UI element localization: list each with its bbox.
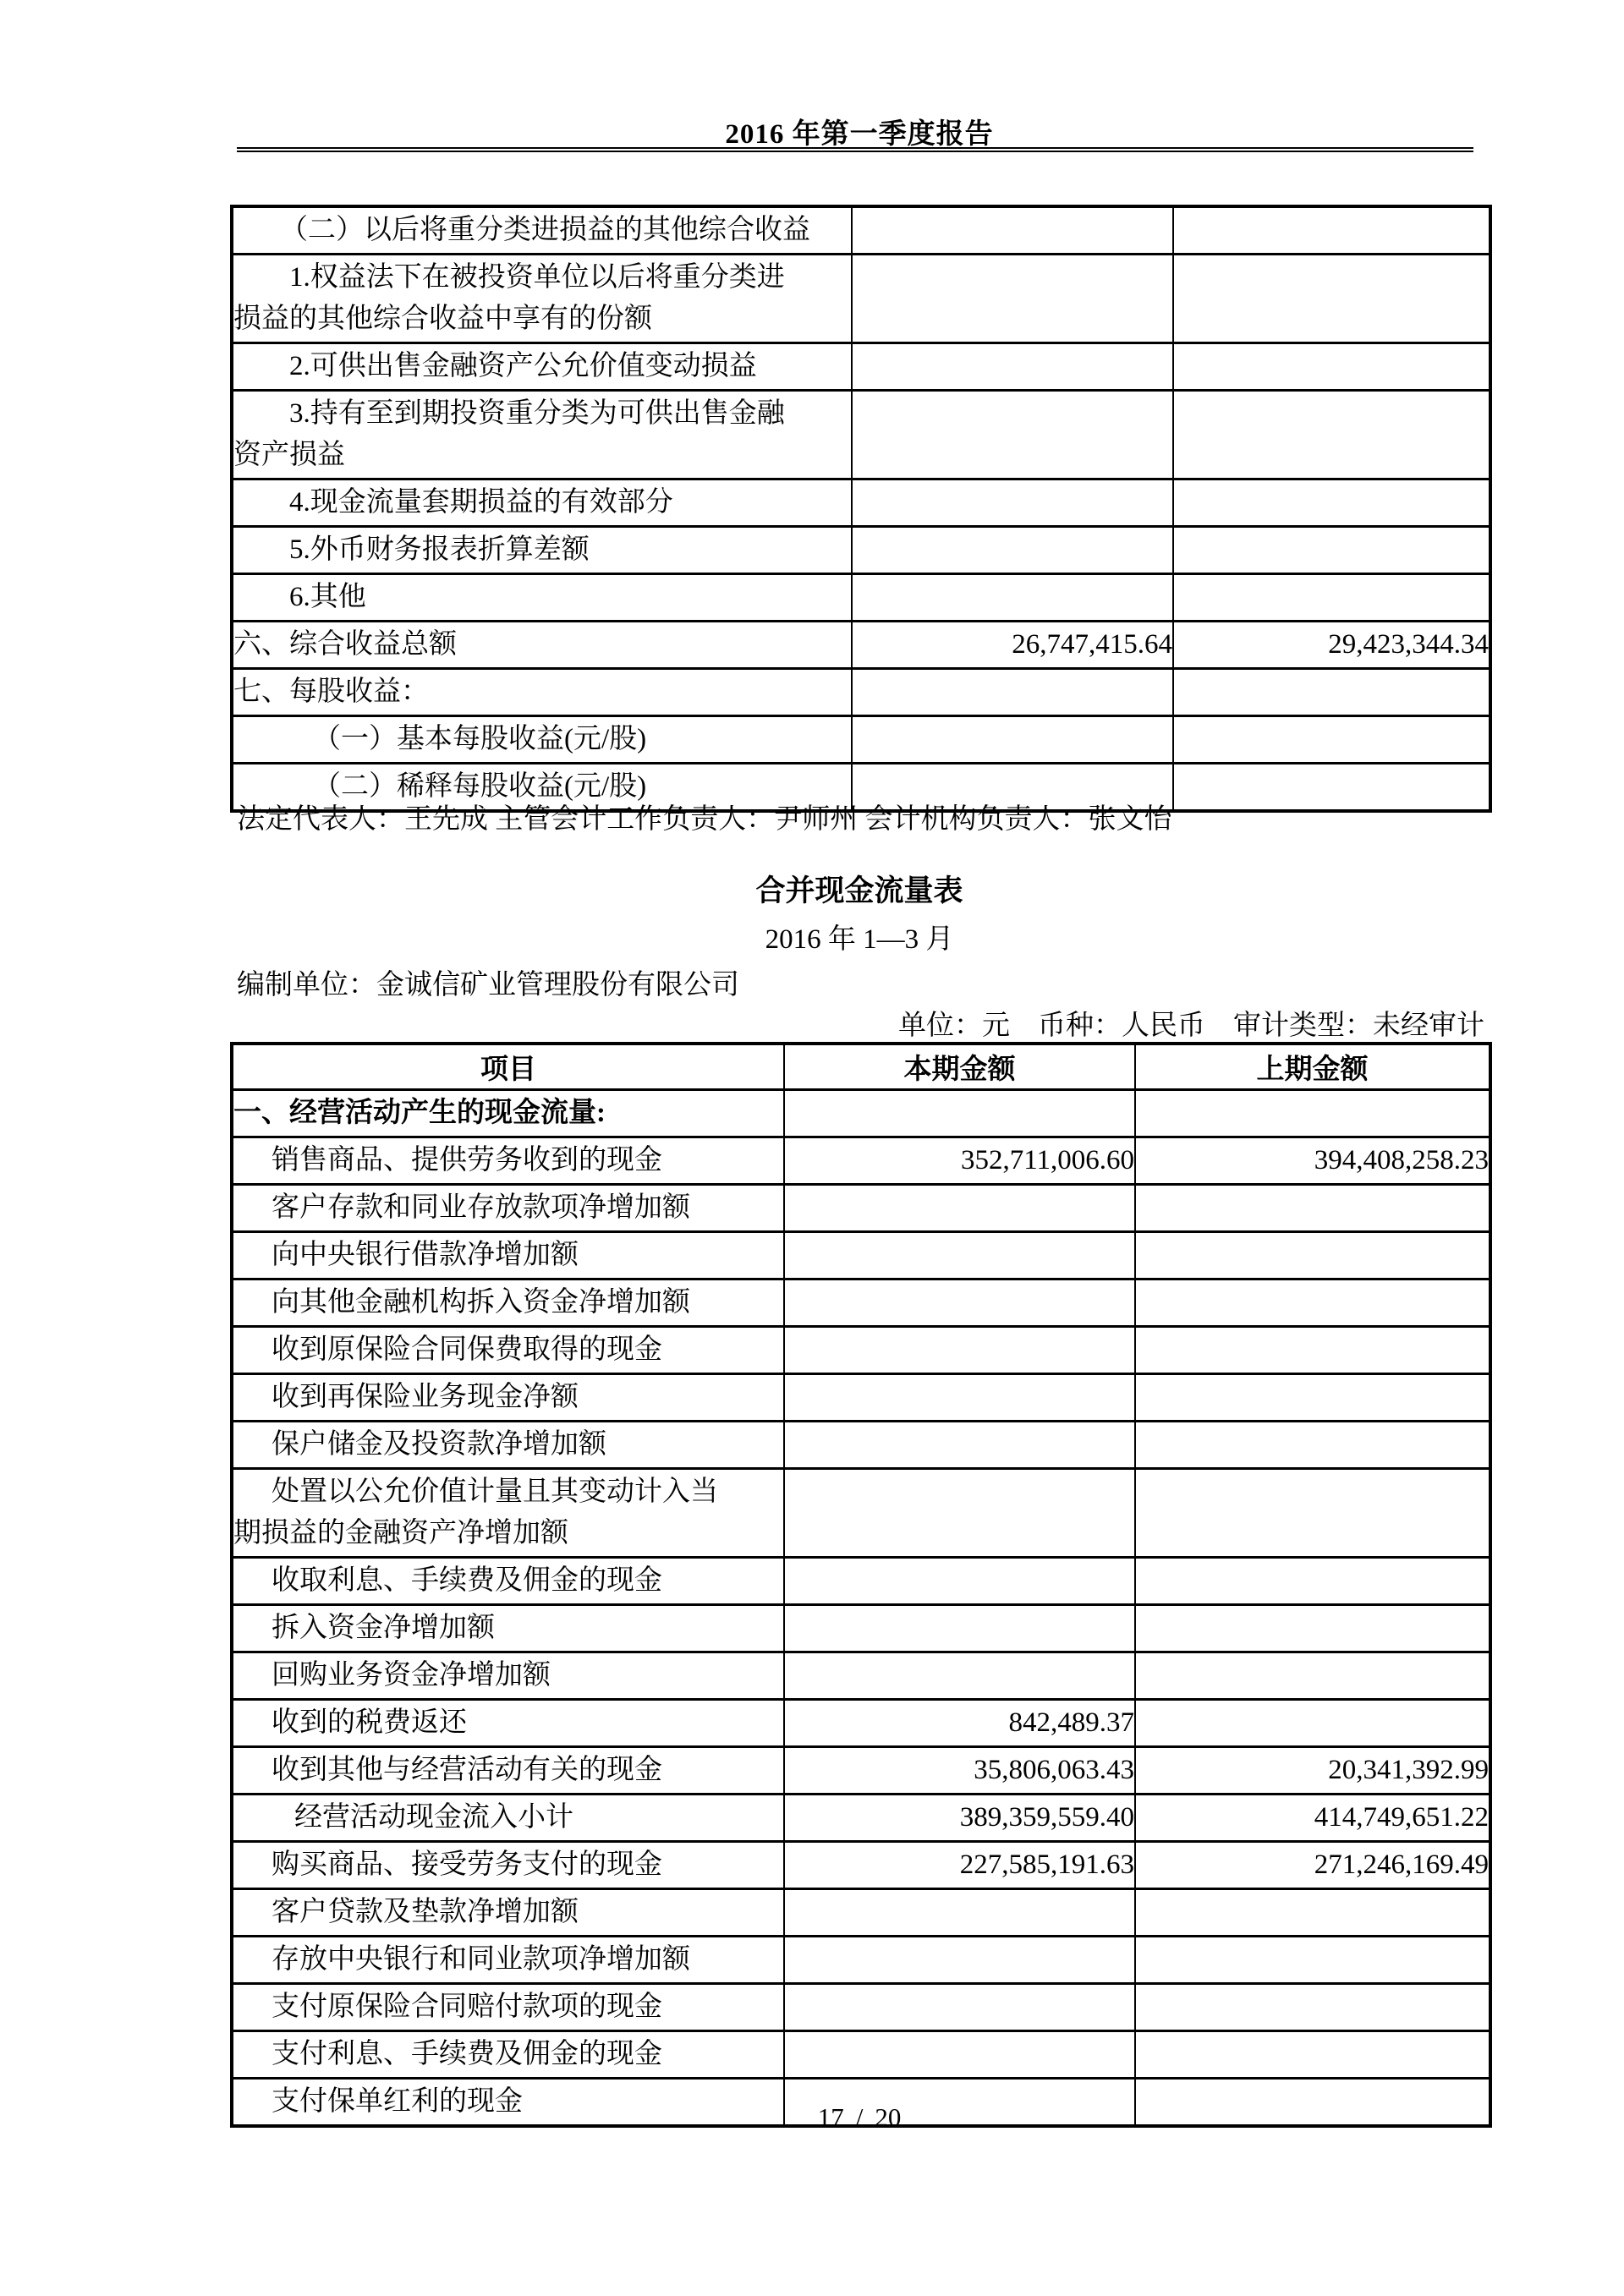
row-label: 收到的税费返还	[272, 1707, 467, 1738]
table-row	[232, 1700, 1490, 1747]
row-label-cell	[232, 716, 852, 764]
row-label-continuation: 资产损益	[233, 440, 345, 470]
current-period-value: 227,585,191.63	[784, 1842, 1135, 1889]
row-label: 拆入资金净增加额	[272, 1613, 495, 1643]
current-period-value	[784, 1652, 1135, 1700]
previous-period-value	[1135, 1090, 1490, 1137]
cash-flow-table	[230, 1042, 1492, 2128]
table-row	[232, 1185, 1490, 1232]
row-label-cell	[232, 1558, 784, 1605]
current-period-value	[784, 1558, 1135, 1605]
previous-period-value	[1135, 1605, 1490, 1652]
report-period: 2016 年 1—3 月	[765, 924, 954, 955]
row-label: 支付保单红利的现金	[272, 2086, 523, 2117]
previous-period-value: 20,341,392.99	[1135, 1747, 1490, 1795]
table-row	[232, 669, 1490, 716]
page-current: 17	[817, 2102, 844, 2132]
previous-period-value	[1135, 1327, 1490, 1374]
row-label-cell	[232, 1984, 784, 2031]
current-period-value	[784, 1232, 1135, 1280]
current-period-value	[852, 255, 1173, 343]
table-row	[232, 1090, 1490, 1137]
table-row	[232, 206, 1490, 255]
row-label-cell	[232, 622, 852, 669]
row-label: 6.其他	[289, 582, 366, 612]
previous-period-value	[1135, 1232, 1490, 1280]
previous-period-value	[1135, 1558, 1490, 1605]
row-label-cell	[232, 1747, 784, 1795]
previous-period-value	[1135, 1185, 1490, 1232]
table-row	[232, 1984, 1490, 2031]
table-row	[232, 479, 1490, 527]
column-header-current-period: 本期金额	[784, 1044, 1135, 1090]
previous-period-value: 29,423,344.34	[1173, 622, 1490, 669]
table-row	[232, 1652, 1490, 1700]
table-row	[232, 391, 1490, 479]
previous-period-value	[1135, 1374, 1490, 1422]
row-label-cell	[232, 391, 852, 479]
row-label: 六、综合收益总额	[233, 629, 457, 660]
current-period-value	[784, 1605, 1135, 1652]
column-header-item: 项目	[232, 1044, 784, 1090]
row-label: 向其他金融机构拆入资金净增加额	[272, 1287, 690, 1318]
current-period-value	[784, 1374, 1135, 1422]
row-label: 向中央银行借款净增加额	[272, 1240, 579, 1270]
row-label-cell	[232, 1795, 784, 1842]
row-label-cell	[232, 527, 852, 574]
current-period-value	[784, 1422, 1135, 1469]
row-label-cell	[232, 343, 852, 391]
previous-period-value: 414,749,651.22	[1135, 1795, 1490, 1842]
row-label-continuation: 期损益的金融资产净增加额	[233, 1518, 568, 1548]
current-period-value: 389,359,559.40	[784, 1795, 1135, 1842]
table-header-row	[232, 1044, 1490, 1090]
row-label-cell	[232, 1937, 784, 1984]
table-row	[232, 1422, 1490, 1469]
previous-period-value	[1173, 574, 1490, 622]
row-label: 处置以公允价值计量且其变动计入当	[272, 1477, 718, 1507]
row-label: （二）稀释每股收益(元/股)	[313, 771, 647, 802]
row-label: 支付利息、手续费及佣金的现金	[272, 2039, 662, 2069]
table-row	[232, 716, 1490, 764]
row-label-cell	[232, 1185, 784, 1232]
current-period-value	[784, 1984, 1135, 2031]
row-label: 回购业务资金净增加额	[272, 1660, 551, 1690]
row-label-cell	[232, 1280, 784, 1327]
row-label: 存放中央银行和同业款项净增加额	[272, 1944, 690, 1975]
table-row	[232, 1137, 1490, 1185]
row-label-cell	[232, 1137, 784, 1185]
row-label-cell	[232, 1889, 784, 1937]
row-label: 一、经营活动产生的现金流量:	[233, 1098, 606, 1128]
current-period-value	[784, 1327, 1135, 1374]
table-row	[232, 1842, 1490, 1889]
current-period-value: 35,806,063.43	[784, 1747, 1135, 1795]
current-period-value	[784, 1937, 1135, 1984]
row-label-cell	[232, 1090, 784, 1137]
previous-period-value	[1135, 1937, 1490, 1984]
previous-period-value	[1173, 206, 1490, 255]
table-row	[232, 574, 1490, 622]
row-label: 客户存款和同业存放款项净增加额	[272, 1192, 690, 1223]
column-header-previous-period: 上期金额	[1135, 1044, 1490, 1090]
previous-period-value	[1135, 2031, 1490, 2079]
table-row	[232, 1232, 1490, 1280]
row-label: 七、每股收益：	[233, 677, 429, 707]
row-label: 收到再保险业务现金净额	[272, 1382, 579, 1412]
row-label-cell	[232, 1422, 784, 1469]
row-label-cell	[232, 1842, 784, 1889]
row-label-continuation: 损益的其他综合收益中享有的份额	[233, 304, 652, 334]
unit-currency-audit-line: 单位：元 币种：人民币 审计类型：未经审计	[898, 1011, 1484, 1041]
row-label-cell	[232, 479, 852, 527]
previous-period-value	[1135, 1280, 1490, 1327]
row-label-cell	[232, 1469, 784, 1558]
previous-period-value	[1135, 1889, 1490, 1937]
previous-period-value	[1135, 1984, 1490, 2031]
row-label-cell	[232, 574, 852, 622]
row-label: 收取利息、手续费及佣金的现金	[272, 1565, 662, 1596]
row-label-cell	[232, 669, 852, 716]
previous-period-value: 271,246,169.49	[1135, 1842, 1490, 1889]
previous-period-value	[1173, 764, 1490, 812]
previous-period-value	[1135, 1700, 1490, 1747]
previous-period-value: 394,408,258.23	[1135, 1137, 1490, 1185]
row-label: 客户贷款及垫款净增加额	[272, 1897, 579, 1927]
previous-period-value	[1135, 1652, 1490, 1700]
row-label: 销售商品、提供劳务收到的现金	[272, 1145, 662, 1175]
table-row	[232, 343, 1490, 391]
current-period-value	[852, 206, 1173, 255]
current-period-value	[784, 1185, 1135, 1232]
row-label: 1.权益法下在被投资单位以后将重分类进	[289, 262, 785, 293]
previous-period-value	[1173, 391, 1490, 479]
previous-period-value	[1173, 716, 1490, 764]
row-label-cell	[232, 1327, 784, 1374]
comprehensive-income-table	[230, 205, 1492, 813]
report-header-title: 2016 年第一季度报告	[725, 119, 994, 150]
table-row	[232, 1469, 1490, 1558]
cash-flow-title: 合并现金流量表	[755, 874, 963, 907]
current-period-value	[852, 669, 1173, 716]
current-period-value	[784, 1889, 1135, 1937]
current-period-value	[852, 527, 1173, 574]
table-row	[232, 1327, 1490, 1374]
page-separator: /	[855, 2102, 864, 2132]
table-row	[232, 622, 1490, 669]
row-label-cell	[232, 1232, 784, 1280]
row-label: 5.外币财务报表折算差额	[289, 534, 590, 565]
row-label: 保户储金及投资款净增加额	[272, 1429, 606, 1460]
page-number	[230, 2102, 1489, 2133]
current-period-value	[784, 1469, 1135, 1558]
table-row	[232, 1889, 1490, 1937]
table-row	[232, 1558, 1490, 1605]
current-period-value	[784, 2031, 1135, 2079]
previous-period-value	[1135, 1469, 1490, 1558]
row-label: （二）以后将重分类进损益的其他综合收益	[280, 215, 810, 245]
row-label: 4.现金流量套期损益的有效部分	[289, 487, 673, 518]
table-row	[232, 1795, 1490, 1842]
row-label: 收到其他与经营活动有关的现金	[272, 1755, 662, 1785]
previous-period-value	[1173, 479, 1490, 527]
row-label-cell	[232, 1605, 784, 1652]
previous-period-value	[1173, 527, 1490, 574]
row-label: 收到原保险合同保费取得的现金	[272, 1334, 662, 1365]
header-divider	[237, 134, 1473, 152]
table-row	[232, 1747, 1490, 1795]
row-label-cell	[232, 1374, 784, 1422]
table-row	[232, 1280, 1490, 1327]
page-total: 20	[875, 2102, 902, 2132]
current-period-value	[852, 574, 1173, 622]
row-label-cell	[232, 206, 852, 255]
current-period-value: 26,747,415.64	[852, 622, 1173, 669]
current-period-value: 352,711,006.60	[784, 1137, 1135, 1185]
previous-period-value	[1173, 343, 1490, 391]
row-label: 2.可供出售金融资产公允价值变动损益	[289, 351, 757, 381]
row-label-cell	[232, 2031, 784, 2079]
row-label: 经营活动现金流入小计	[294, 1802, 573, 1833]
current-period-value	[852, 391, 1173, 479]
current-period-value	[852, 343, 1173, 391]
current-period-value	[784, 1090, 1135, 1137]
row-label-cell	[232, 255, 852, 343]
signature-line: 法定代表人：王先成 主管会计工作负责人：尹师州 会计机构负责人：张文怡	[237, 804, 1172, 835]
row-label-cell	[232, 1652, 784, 1700]
current-period-value: 842,489.37	[784, 1700, 1135, 1747]
table-row	[232, 1937, 1490, 1984]
table-row	[232, 255, 1490, 343]
table-row	[232, 2031, 1490, 2079]
row-label: 3.持有至到期投资重分类为可供出售金融	[289, 398, 785, 429]
table-row	[232, 527, 1490, 574]
current-period-value	[852, 479, 1173, 527]
current-period-value	[784, 1280, 1135, 1327]
previous-period-value	[1173, 255, 1490, 343]
table-row	[232, 1374, 1490, 1422]
previous-period-value	[1135, 1422, 1490, 1469]
row-label-cell	[232, 1700, 784, 1747]
row-label: （一）基本每股收益(元/股)	[313, 724, 647, 754]
row-label: 购买商品、接受劳务支付的现金	[272, 1849, 662, 1880]
preparer-line: 编制单位：金诚信矿业管理股份有限公司	[237, 970, 739, 1000]
table-row	[232, 1605, 1490, 1652]
row-label: 支付原保险合同赔付款项的现金	[272, 1992, 662, 2022]
previous-period-value	[1173, 669, 1490, 716]
current-period-value	[852, 716, 1173, 764]
